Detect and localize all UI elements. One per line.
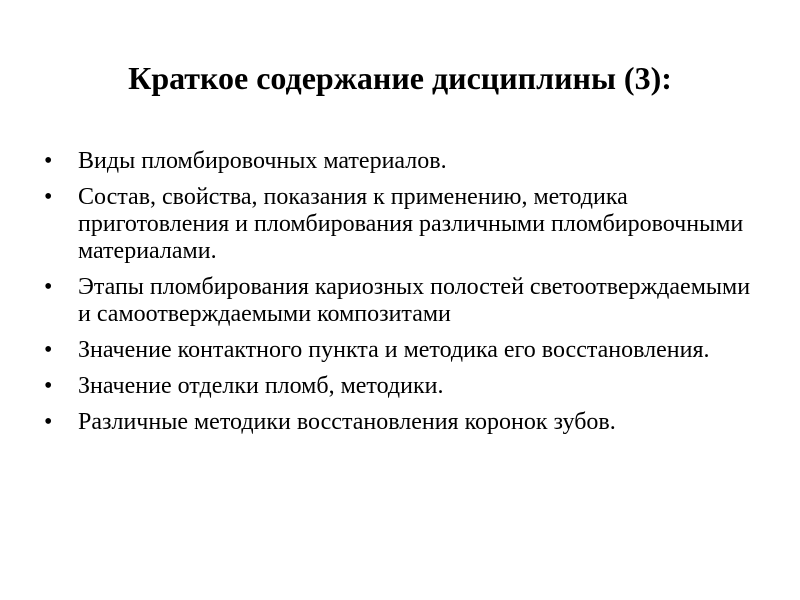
list-item: [44, 148, 764, 175]
bullet-icon: •: [44, 409, 53, 435]
list-item-text: Виды пломбировочных материалов.: [78, 148, 447, 174]
bullet-list: [44, 148, 764, 445]
bullet-icon: •: [44, 373, 53, 399]
list-item: [44, 184, 764, 265]
list-item: [44, 274, 764, 328]
list-item-text: Различные методики восстановления коронок зубов.: [78, 409, 616, 435]
list-item: [44, 337, 764, 364]
list-item-text: Значение отделки пломб, методики.: [78, 373, 444, 399]
list-item: [44, 373, 764, 400]
slide-title: Краткое содержание дисциплины (3):: [128, 60, 672, 96]
bullet-icon: •: [44, 337, 53, 363]
bullet-icon: •: [44, 274, 53, 300]
list-item-text: Значение контактного пункта и методика его восстановления.: [78, 337, 710, 363]
list-item-text: Состав, свойства, показания к применению, методика приготовления и пломбирования различными пломбировочными материалами.: [78, 184, 744, 264]
bullet-icon: •: [44, 184, 53, 210]
list-item: [44, 409, 764, 436]
list-item-text: Этапы пломбирования кариозных полостей светоотверждаемыми и самоотверждаемыми композитами: [78, 274, 751, 327]
bullet-icon: •: [44, 148, 53, 174]
